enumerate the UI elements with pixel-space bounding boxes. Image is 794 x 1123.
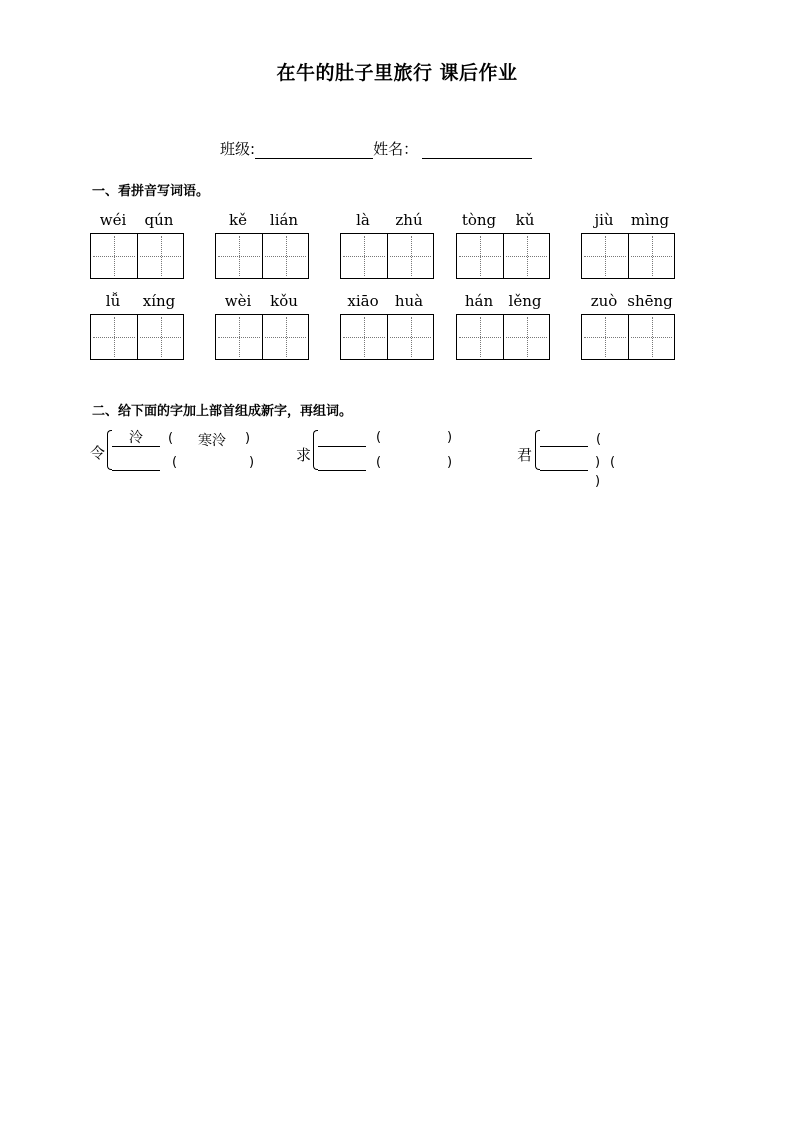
paren-close: ) <box>249 455 255 470</box>
radical-group <box>296 428 476 488</box>
writing-boxes[interactable] <box>456 233 550 279</box>
writing-boxes[interactable] <box>456 314 550 360</box>
answer-blank[interactable] <box>540 430 588 447</box>
radical-group <box>517 428 657 488</box>
pinyin: lián <box>269 211 299 229</box>
pinyin: là <box>356 211 370 229</box>
paren-close: ) <box>595 455 601 470</box>
writing-cell[interactable] <box>216 234 262 278</box>
writing-cell[interactable] <box>582 315 628 359</box>
paren-open: ( <box>376 430 382 445</box>
answer-blank[interactable] <box>318 454 366 471</box>
writing-boxes[interactable] <box>90 314 184 360</box>
writing-cell[interactable] <box>387 315 433 359</box>
writing-cell[interactable] <box>503 234 549 278</box>
pinyin: xiāo <box>347 292 379 310</box>
pinyin: jiù <box>594 211 614 229</box>
class-field[interactable] <box>255 142 373 159</box>
pinyin: wéi <box>99 211 127 229</box>
writing-cell[interactable] <box>91 234 137 278</box>
pinyin: qún <box>144 211 174 229</box>
writing-cell[interactable] <box>137 234 183 278</box>
answer-blank[interactable] <box>540 454 588 471</box>
writing-cell[interactable] <box>262 315 308 359</box>
class-label: 班级: <box>220 140 256 158</box>
pinyin: kě <box>229 211 247 229</box>
writing-boxes[interactable] <box>581 233 675 279</box>
paren-close: ) <box>447 455 453 470</box>
pinyin: shēng <box>627 292 673 310</box>
writing-cell[interactable] <box>503 315 549 359</box>
writing-cell[interactable] <box>341 315 387 359</box>
writing-boxes[interactable] <box>215 233 309 279</box>
pinyin: mìng <box>630 211 670 229</box>
answer-blank[interactable] <box>112 454 160 471</box>
page-title: 在牛的肚子里旅行 课后作业 <box>276 62 518 84</box>
writing-boxes[interactable] <box>340 233 434 279</box>
radical-group <box>90 428 270 488</box>
pinyin: zhú <box>395 211 423 229</box>
writing-boxes[interactable] <box>340 314 434 360</box>
paren-close: ) <box>595 474 601 489</box>
paren-open: ( <box>168 431 174 446</box>
writing-boxes[interactable] <box>215 314 309 360</box>
paren-close: ) <box>245 431 251 446</box>
base-character: 求 <box>296 446 312 464</box>
section2-title: 二、给下面的字加上部首组成新字，再组词。 <box>92 404 353 419</box>
base-character: 令 <box>90 444 106 462</box>
writing-cell[interactable] <box>91 315 137 359</box>
pinyin: kǔ <box>515 211 535 229</box>
writing-cell[interactable] <box>457 315 503 359</box>
paren-close: ) <box>447 430 453 445</box>
paren-open: ( <box>172 455 178 470</box>
writing-cell[interactable] <box>457 234 503 278</box>
paren-open: ( <box>376 455 382 470</box>
pinyin: xíng <box>142 292 176 310</box>
answer-blank[interactable]: 泠 <box>112 430 160 447</box>
pinyin: wèi <box>224 292 252 310</box>
writing-cell[interactable] <box>387 234 433 278</box>
answer-blank[interactable] <box>318 430 366 447</box>
writing-cell[interactable] <box>582 234 628 278</box>
writing-cell[interactable] <box>137 315 183 359</box>
base-character: 君 <box>517 446 533 464</box>
writing-cell[interactable] <box>628 234 674 278</box>
paren-open: ( <box>610 455 616 470</box>
pinyin: zuò <box>590 292 618 310</box>
writing-cell[interactable] <box>216 315 262 359</box>
paren-open: ( <box>596 432 602 447</box>
name-field[interactable] <box>422 142 532 159</box>
pinyin: tòng <box>461 211 497 229</box>
writing-cell[interactable] <box>341 234 387 278</box>
example-word: 寒泠 <box>198 433 226 449</box>
writing-cell[interactable] <box>262 234 308 278</box>
student-info <box>220 138 532 159</box>
writing-boxes[interactable] <box>581 314 675 360</box>
writing-cell[interactable] <box>628 315 674 359</box>
pinyin: lǚ <box>105 292 121 310</box>
pinyin: hán <box>464 292 494 310</box>
pinyin: kǒu <box>270 292 298 310</box>
section1-title: 一、看拼音写词语。 <box>92 184 210 199</box>
name-label: 姓名： <box>373 140 419 158</box>
writing-boxes[interactable] <box>90 233 184 279</box>
pinyin: huà <box>394 292 424 310</box>
pinyin: lěng <box>508 292 542 310</box>
